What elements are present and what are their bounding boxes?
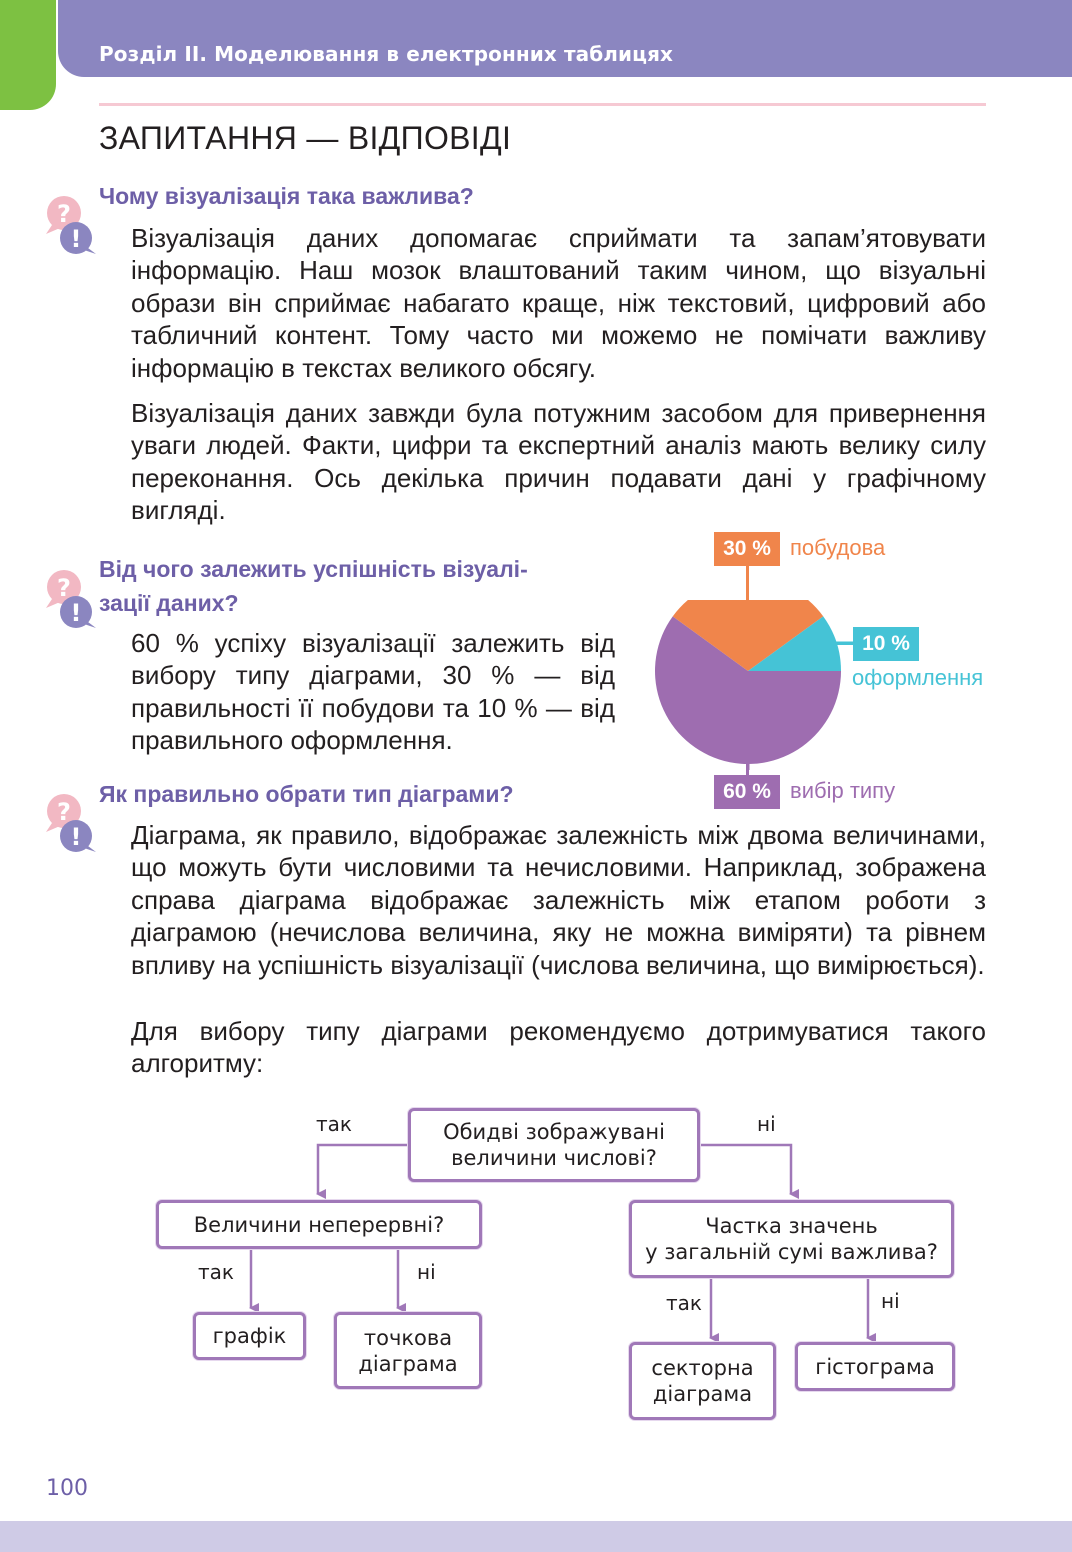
answer-2: 60 % успіху візуалізації залежить від вибору типу діаграми, 30 % — від правильності її побудови та 10 % — від правильного оформлення. xyxy=(131,628,615,756)
chapter-title: Розділ ІІ. Моделювання в електронних таблицях xyxy=(99,42,674,66)
flow-left-text: Величини неперервні? xyxy=(193,1212,445,1237)
flow-leaf-scatter-line-2: діаграма xyxy=(358,1351,458,1376)
pie-category-label: вибір типу xyxy=(790,778,896,803)
flow-root-decision xyxy=(408,1108,700,1182)
flow-leaf-histogram xyxy=(795,1342,955,1391)
flow-no-label: ні xyxy=(757,1112,776,1136)
answer-3-paragraph-1: Діаграма, як правило, відображає залежність між двома величинами, що можуть бути числовими та нечисловими. Наприклад, зображена справа діаграма відображає залежність між етапом роботи з діаграмою (нечислова величина, яку не можна виміряти) та рівнем впливу на успішність візуалізації (числова величина, що вимірюється). xyxy=(131,820,986,980)
pie-leader-line xyxy=(746,758,749,776)
pie-chart xyxy=(640,600,860,770)
section-title: ЗАПИТАННЯ — ВІДПОВІДІ xyxy=(99,120,512,156)
pie-category-label: оформлення xyxy=(852,665,984,690)
flow-leaf-pie-line-2: діаграма xyxy=(652,1382,753,1406)
pie-category-label: побудова xyxy=(790,535,886,560)
flow-leaf-scatter xyxy=(334,1312,482,1389)
flow-leaf-graph xyxy=(193,1312,306,1360)
flow-right-decision xyxy=(629,1200,954,1278)
flow-no-label: ні xyxy=(417,1260,436,1284)
question-2-line-1: Від чого залежить успішність візуалі- xyxy=(99,556,528,582)
flow-yes-label: так xyxy=(316,1112,352,1136)
svg-text:!: ! xyxy=(70,823,82,851)
svg-text:?: ? xyxy=(57,200,71,228)
chapter-tab xyxy=(0,0,56,110)
header-divider xyxy=(99,103,986,106)
pie-value-label: 60 % xyxy=(714,775,780,809)
page-number: 100 xyxy=(46,1476,88,1501)
flow-right-text-line-2: у загальній сумі важлива? xyxy=(645,1240,938,1264)
svg-text:!: ! xyxy=(70,225,82,253)
svg-text:!: ! xyxy=(70,599,82,627)
flow-leaf-pie-line-1: секторна xyxy=(651,1356,754,1380)
flow-left-decision xyxy=(156,1200,482,1249)
flow-no-label: ні xyxy=(881,1289,900,1313)
flow-yes-label: так xyxy=(666,1291,702,1315)
pie-leader-line xyxy=(746,566,749,606)
svg-text:?: ? xyxy=(57,798,71,826)
svg-text:?: ? xyxy=(57,574,71,602)
question-2-line-2: зації даних? xyxy=(99,590,239,616)
pie-leader-line xyxy=(826,642,856,645)
question-1: Чому візуалізація така важлива? xyxy=(99,183,474,209)
qa-icon xyxy=(44,566,98,630)
qa-icon xyxy=(44,192,98,256)
flow-leaf-pie xyxy=(629,1342,776,1420)
flow-leaf-scatter-line-1: точкова xyxy=(363,1325,453,1350)
footer-band xyxy=(0,1521,1072,1552)
flow-yes-label: так xyxy=(198,1260,234,1284)
flow-right-text-line-1: Частка значень xyxy=(705,1214,878,1238)
question-3: Як правильно обрати тип діаграми? xyxy=(99,781,514,807)
answer-3-paragraph-2: Для вибору типу діаграми рекомендуємо дотримуватися такого алгоритму: xyxy=(131,1016,986,1079)
qa-icon xyxy=(44,790,98,854)
answer-1-paragraph-2: Візуалізація даних завжди була потужним засобом для привернення уваги людей. Факти, цифри та експертний аналіз мають велику силу переконання. Ось декілька причин подавати дані у графічному вигляді. xyxy=(131,398,986,526)
flow-leaf-histogram-text: гістограма xyxy=(815,1354,935,1379)
pie-value-label: 30 % xyxy=(714,532,780,566)
flow-root-text: Обидві зображувані величини числові? xyxy=(443,1120,665,1170)
flow-leaf-graph-text: графік xyxy=(212,1324,287,1348)
pie-value-label: 10 % xyxy=(853,627,919,661)
answer-1-paragraph-1: Візуалізація даних допомагає сприймати та запам’ятовувати інформацію. Наш мозок влаштований таким чином, що візуальні образи він сприймає набагато краще, ніж текстовий, цифровий або табличний контент. Тому часто ми можемо не помічати важливу інформацію в текстах великого обсягу. xyxy=(131,223,986,383)
